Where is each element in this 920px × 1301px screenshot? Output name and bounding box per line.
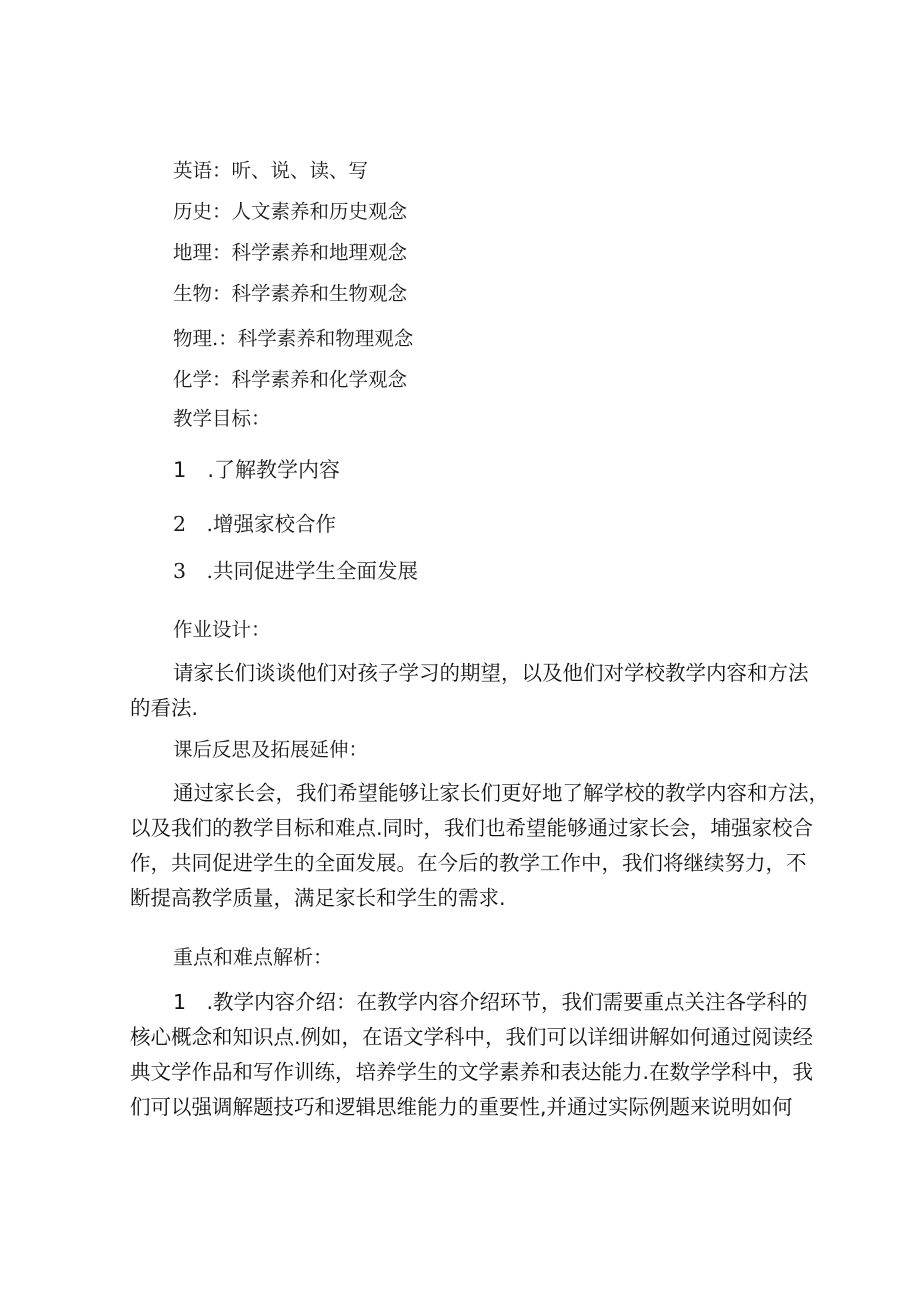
goals-heading: 教学目标：: [173, 407, 271, 430]
homework-heading: 作业设计：: [173, 618, 271, 641]
keypoints-line: 1 .教学内容介绍：在教学内容介绍环节，我们需要重点关注各学科的: [173, 990, 808, 1014]
homework-line: 请家长们谈谈他们对孩子学习的期望，以及他们对学校教学内容和方法: [173, 661, 809, 685]
subject-line-physics: 物理.：科学素养和物理观念: [173, 327, 414, 350]
keypoints-heading: 重点和难点解析：: [173, 945, 333, 969]
reflection-line: 通过家长会，我们希望能够让家长们更好地了解学校的教学内容和方法，: [173, 781, 829, 805]
subject-line-geography: 地理：科学素养和地理观念: [173, 241, 408, 264]
keypoints-line: 典文学作品和写作训练，培养学生的文学素养和表达能力.在数学学科中，我: [130, 1060, 814, 1084]
reflection-paragraph: [130, 776, 829, 916]
keypoints-line: 们可以强调解题技巧和逻辑思维能力的重要性,并通过实际例题来说明如何: [130, 1095, 793, 1119]
reflection-heading: 课后反思及拓展延伸：: [173, 738, 369, 761]
homework-paragraph: [130, 656, 809, 726]
goal-item-1: 1 .了解教学内容: [173, 458, 341, 482]
keypoints-paragraph: [130, 985, 814, 1125]
subject-line-english: 英语：听、说、读、写: [173, 159, 369, 182]
subject-line-biology: 生物：科学素养和生物观念: [173, 282, 408, 305]
reflection-line: 以及我们的教学目标和难点.同时，我们也希望能够通过家长会，埔强家校合: [130, 816, 814, 840]
subject-line-history: 历史：人文素养和历史观念: [173, 200, 408, 223]
reflection-line: 作，共同促进学生的全面发展。在今后的教学工作中，我们将继续努力，不: [130, 851, 807, 875]
goal-item-3: 3 .共同促进学生全面发展: [173, 559, 419, 583]
reflection-line: 断提高教学质量，满足家长和学生的需求.: [130, 886, 506, 910]
homework-line: 的看法.: [130, 696, 199, 720]
subject-line-chemistry: 化学：科学素养和化学观念: [173, 368, 408, 391]
goal-item-2: 2 .增强家校合作: [173, 512, 337, 536]
keypoints-line: 核心概念和知识点.例如，在语文学科中，我们可以详细讲解如何通过阅读经: [130, 1025, 814, 1049]
